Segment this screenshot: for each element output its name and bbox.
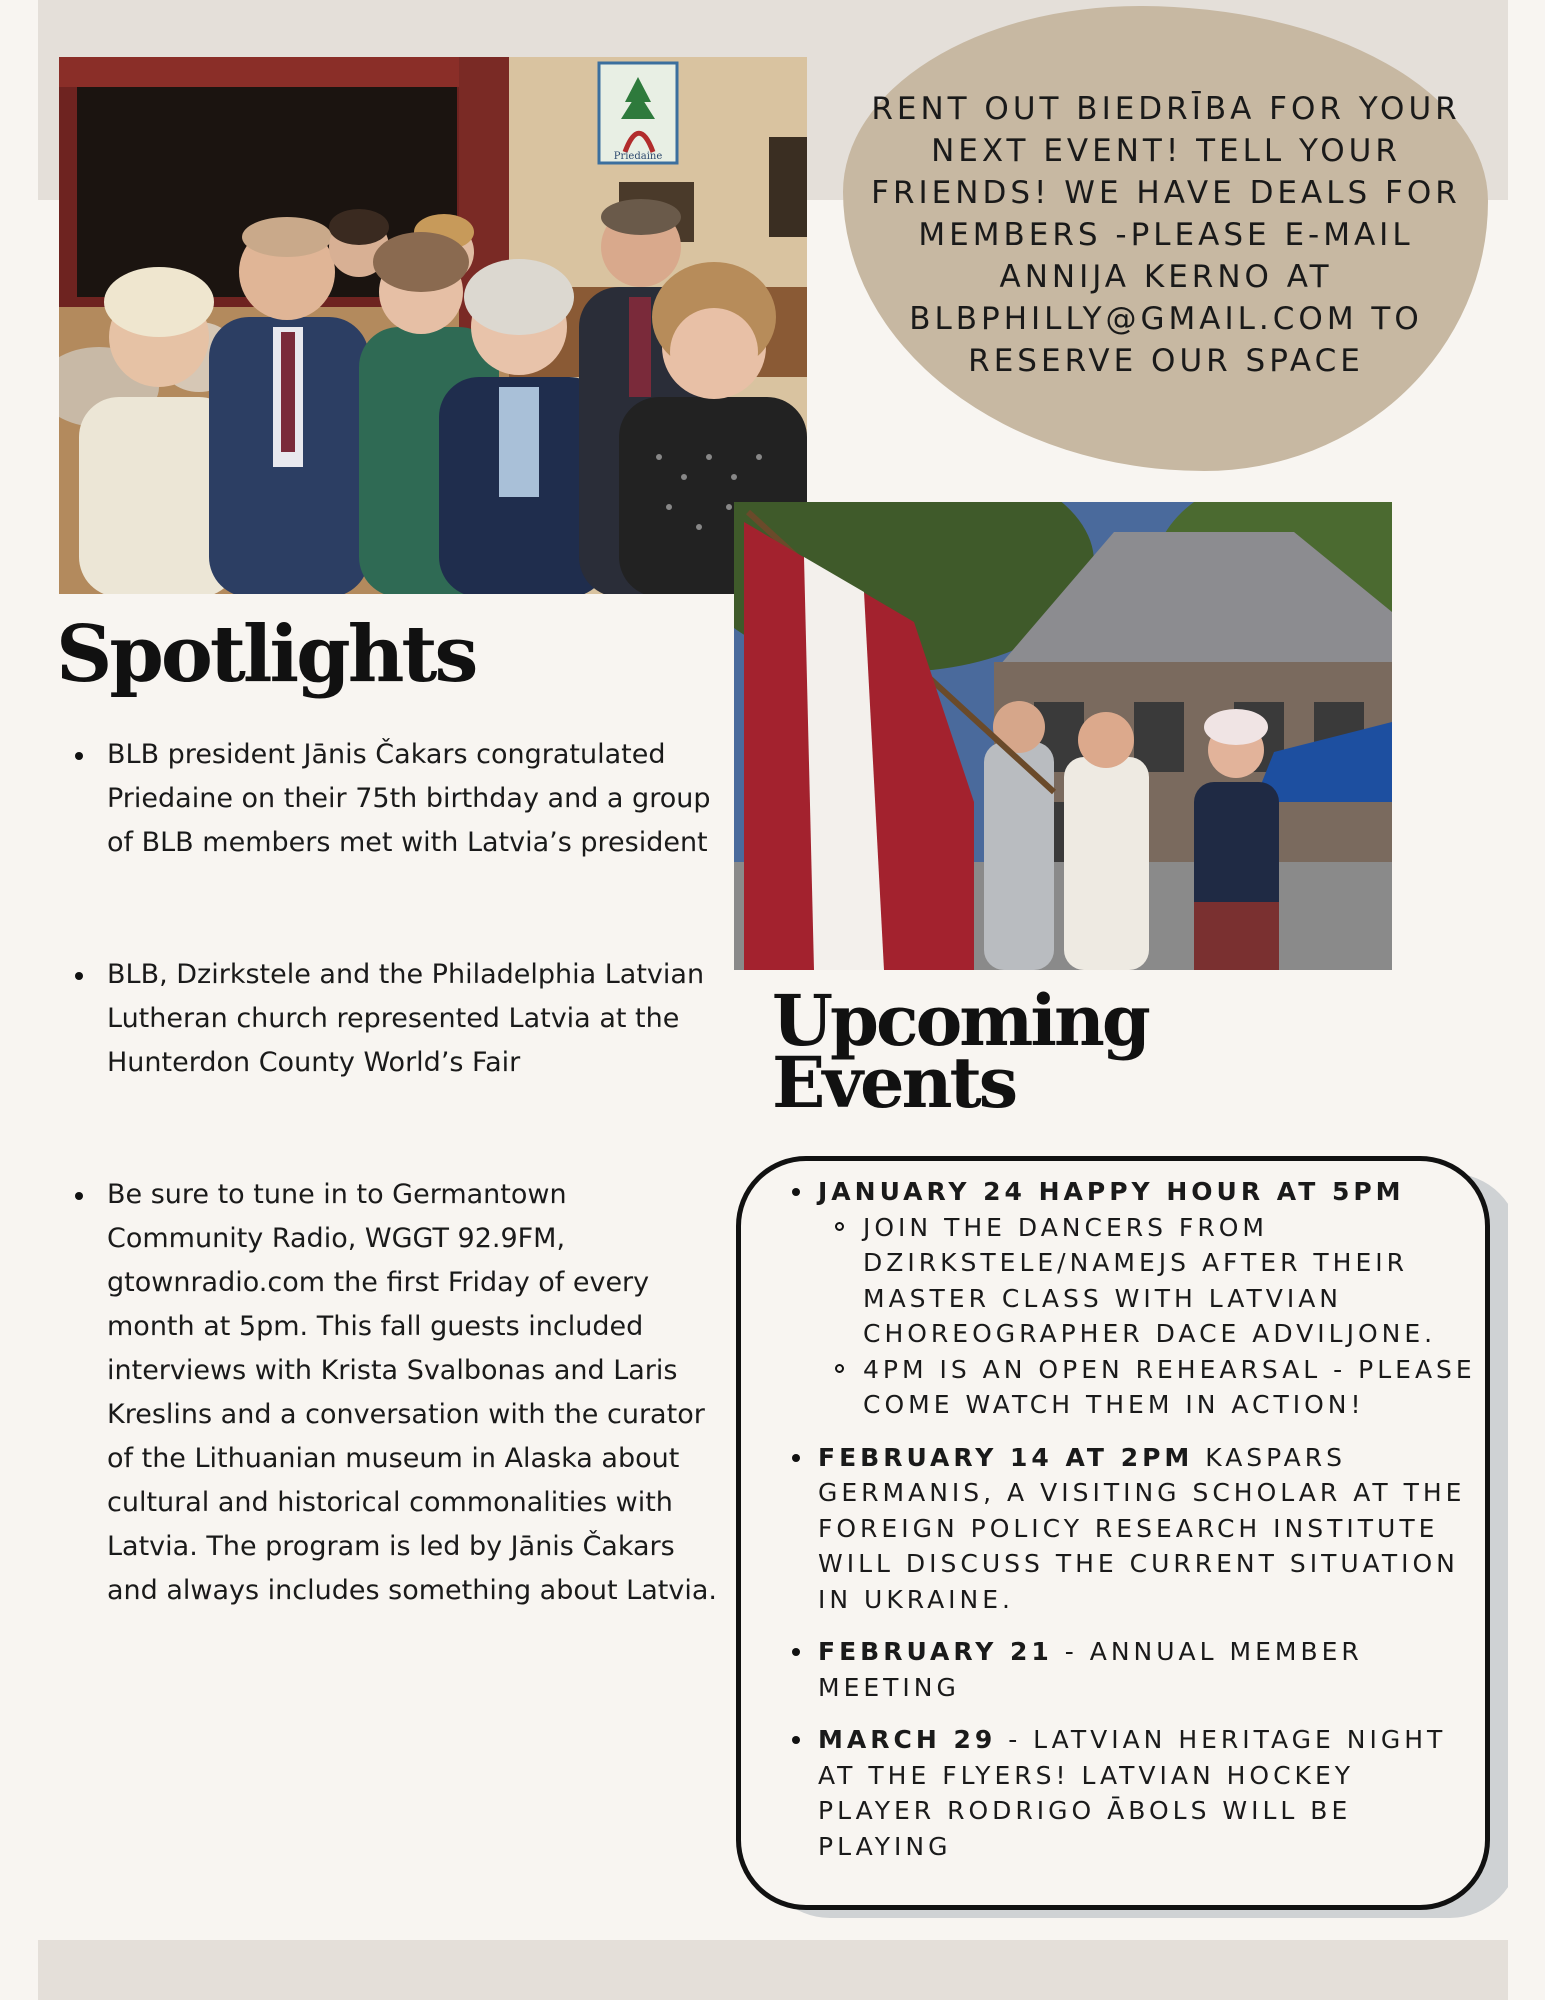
upcoming-heading-line2: Events (772, 1041, 1016, 1124)
event-item (790, 1722, 1480, 1864)
event-item (790, 1440, 1480, 1618)
bottom-band (38, 1940, 1508, 2000)
events-list (790, 1174, 1480, 1864)
event-date: JANUARY 24 HAPPY HOUR AT 5PM (818, 1177, 1405, 1206)
event-text: - LATVIAN HERITAGE NIGHT AT THE FLYERS! LATVIAN HOCKEY PLAYER RODRIGO ĀBOLS WILL BE PLAYING (818, 1725, 1447, 1861)
upcoming-events-heading (772, 979, 1148, 1124)
spotlights-list (70, 733, 720, 1613)
latvian-flag-photo (734, 502, 1392, 970)
event-item (790, 1174, 1480, 1423)
event-sub-list (818, 1210, 1480, 1423)
group-photo-priedaine (59, 57, 807, 594)
event-date: FEBRUARY 21 (818, 1637, 1053, 1666)
page-edge (1508, 0, 1545, 2000)
spotlight-item: BLB president Jānis Čakars congratulated Priedaine on their 75th birthday and a group of BLB members met with Latvia’s president (70, 733, 720, 865)
spotlight-item: Be sure to tune in to Germantown Community Radio, WGGT 92.9FM, gtownradio.com the first Friday of every month at 5pm. This fall guests included interviews with Krista Svalbonas and Laris Kreslins and a conversation with the curator of the Lithuanian museum in Alaska about cultural and historical commonalities with Latvia. The program is led by Jānis Čakars and always includes something about Latvia. (70, 1173, 720, 1613)
priedaine-sign-text: Priedaine (613, 151, 663, 162)
upcoming-heading-line1: Upcoming (772, 979, 1148, 1062)
event-text: KASPARS GERMANIS, A VISITING SCHOLAR AT THE FOREIGN POLICY RESEARCH INSTITUTE WILL DISCUSS THE CURRENT SITUATION IN UKRAINE. (818, 1442, 1466, 1614)
spotlight-item: BLB, Dzirkstele and the Philadelphia Latvian Lutheran church represented Latvia at the Hunterdon County World’s Fair (70, 953, 720, 1085)
spotlights-heading: Spotlights (56, 609, 476, 700)
event-date: MARCH 29 (818, 1725, 997, 1754)
rent-callout-text: RENT OUT BIEDRĪBA FOR YOUR NEXT EVENT! TELL YOUR FRIENDS! WE HAVE DEALS FOR MEMBERS -PLEASE E-MAIL ANNIJA KERNO AT BLBPHILLY@GMAIL.COM TO RESERVE OUR SPACE (871, 91, 1461, 379)
event-item (790, 1634, 1480, 1705)
event-date: FEBRUARY 14 AT 2PM (818, 1442, 1194, 1472)
event-text: - ANNUAL MEMBER MEETING (818, 1637, 1363, 1702)
event-sub-item: JOIN THE DANCERS FROM DZIRKSTELE/NAMEJS AFTER THEIR MASTER CLASS WITH LATVIAN CHOREOGRAPHER DACE ADVILJONE. (818, 1210, 1480, 1352)
event-sub-item: 4PM IS AN OPEN REHEARSAL - PLEASE COME WATCH THEM IN ACTION! (818, 1352, 1480, 1423)
